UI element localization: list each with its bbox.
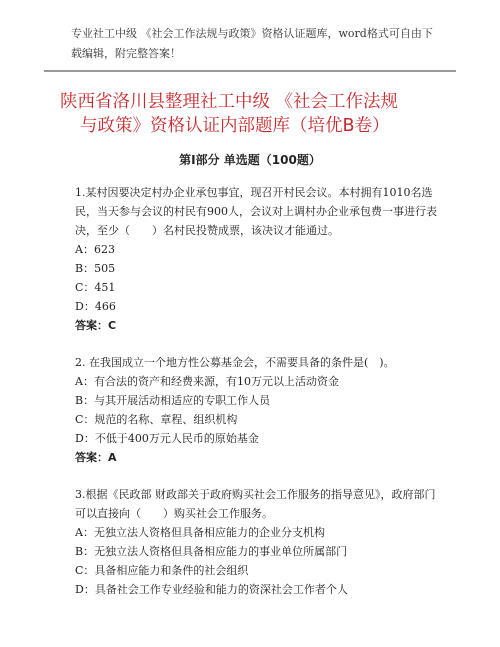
option-c: C：451 xyxy=(75,281,116,294)
option-d: D：不低于400万元人民币的原始基金 xyxy=(75,432,259,445)
option-b: B：505 xyxy=(75,262,116,275)
option-b: B：无独立法人资格但具备相应能力的事业单位所属部门 xyxy=(75,545,348,558)
option-a: A：无独立法人资格但具备相应能力的企业分支机构 xyxy=(75,526,325,539)
answer-label: 答案：A xyxy=(75,451,117,464)
answer-label: 答案：C xyxy=(75,319,117,332)
title-line-2: 与政策》资格认证内部题库（培优B卷） xyxy=(80,116,390,136)
question-stem: 3.根据《民政部 财政部关于政府购买社会工作服务的指导意见》，政府部门可以直接向（ ）购买社会工作服务。 xyxy=(75,488,436,520)
document-title xyxy=(60,90,450,138)
part-heading: 第I部分 单选题（100题） xyxy=(179,153,321,167)
header-divider xyxy=(44,70,456,72)
title-line-1: 陕西省洛川县整理社工中级 《社会工作法规 xyxy=(60,92,399,112)
option-b: B：与其开展活动相适应的专职工作人员 xyxy=(75,394,271,407)
question-list xyxy=(75,183,445,599)
option-a: A：有合法的资产和经费来源，有10万元以上活动资金 xyxy=(75,375,339,388)
option-c: C：规范的名称、章程、组织机构 xyxy=(75,413,238,426)
option-d: D：具备社会工作专业经验和能力的资深社会工作者个人 xyxy=(75,583,348,596)
question-2 xyxy=(75,353,445,467)
question-stem: 2. 在我国成立一个地方性公募基金会，不需要具备的条件是( )。 xyxy=(75,356,395,369)
question-stem: 1.某村因要决定村办企业承包事宜，现召开村民会议。本村拥有1010名选民，当天参与会议的村民有900人，会议对上调村办企业承包费一事进行表决，至少（ ）名村民投赞成票，该决议才能通过。 xyxy=(75,186,437,237)
option-d: D：466 xyxy=(75,300,116,313)
option-a: A：623 xyxy=(75,243,115,256)
question-1 xyxy=(75,183,445,335)
option-c: C：具备相应能力和条件的社会组织 xyxy=(75,564,249,577)
header-note: 专业社工中级 《社会工作法规与政策》资格认证题库，word格式可自由下载编辑，附完整答案！ xyxy=(71,27,433,60)
question-3 xyxy=(75,485,445,599)
